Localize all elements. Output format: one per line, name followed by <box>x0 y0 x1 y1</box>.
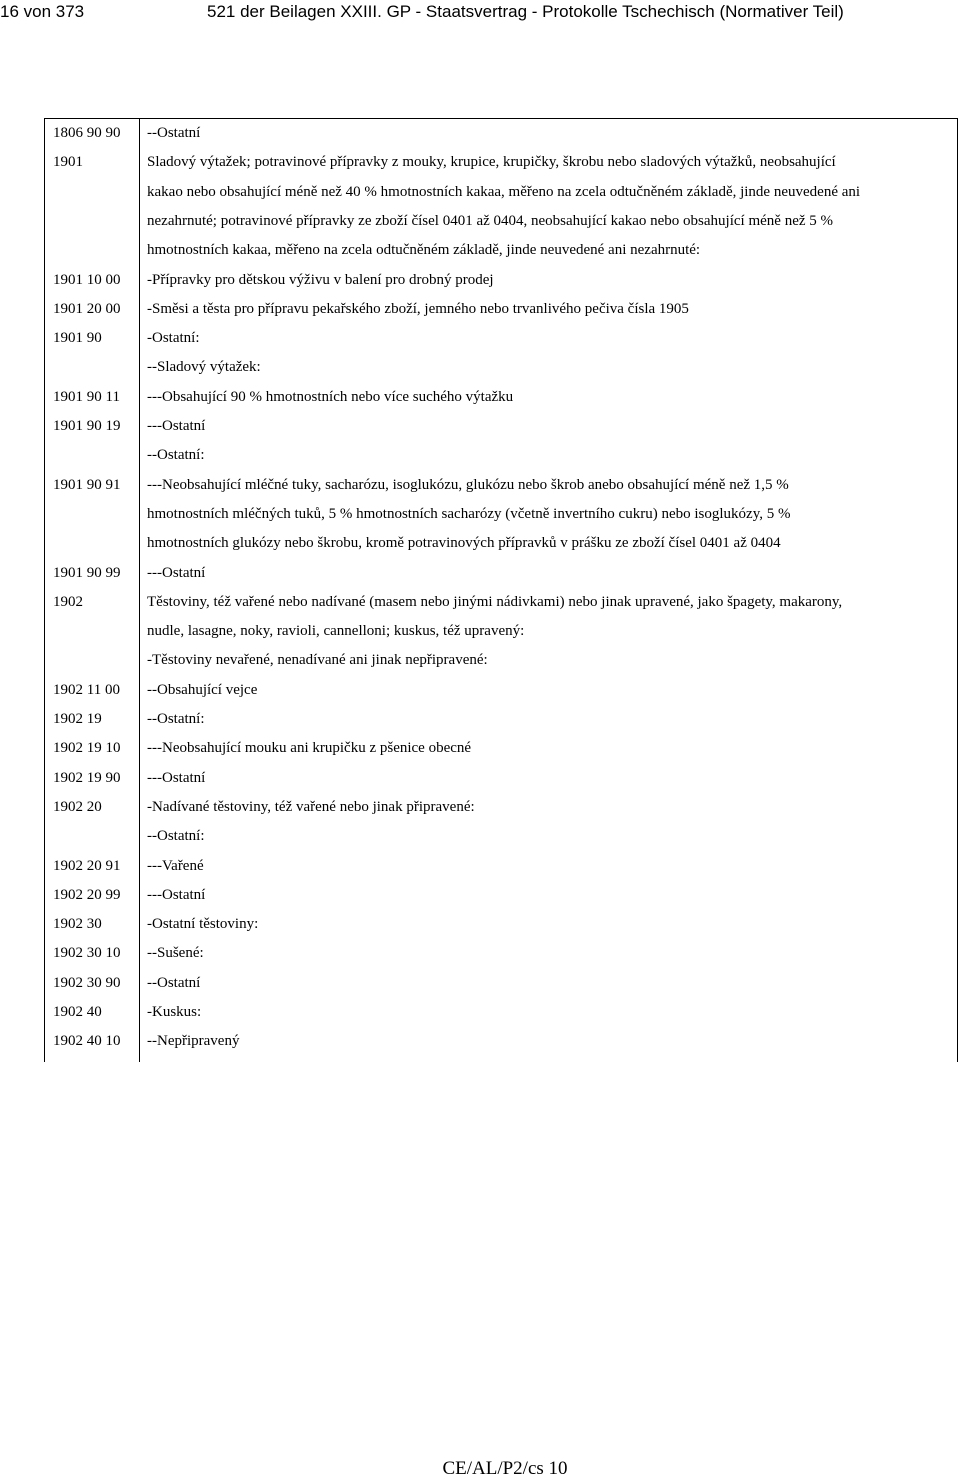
description-line: -Ostatní: <box>147 330 200 347</box>
description-line: --Ostatní: <box>147 711 205 727</box>
tariff-description <box>147 793 953 822</box>
tariff-code: 1902 19 10 <box>53 740 121 757</box>
description-line: -Kuskus: <box>147 1004 202 1020</box>
tariff-code: 1902 20 91 <box>53 857 121 874</box>
tariff-code: 1902 20 <box>53 798 102 815</box>
tariff-code: 1902 30 10 <box>53 945 121 962</box>
column-divider <box>139 119 140 1062</box>
tariff-description <box>147 764 953 793</box>
tariff-code: 1901 90 19 <box>53 418 121 434</box>
tariff-code: 1902 30 <box>53 916 102 933</box>
description-line: --Sušené: <box>147 945 204 962</box>
document-reference: CE/AL/P2/cs 10 <box>442 1458 568 1479</box>
document-title: 521 der Beilagen XXIII. GP - Staatsvertrag - Protokolle Tschechisch (Normativer Teil) <box>207 2 844 21</box>
tariff-code: 1901 <box>53 154 83 171</box>
tariff-description <box>147 969 953 998</box>
tariff-code: 1901 90 <box>53 330 102 347</box>
description-line: --Sladový výtažek: <box>147 359 261 376</box>
tariff-description <box>147 353 953 382</box>
tariff-code: 1806 90 90 <box>53 125 121 141</box>
tariff-description <box>147 852 953 881</box>
page-number: 16 von 373 <box>0 2 85 21</box>
tariff-code: 1902 19 90 <box>53 769 121 786</box>
tariff-description <box>147 119 953 148</box>
tariff-code: 1901 90 91 <box>53 476 121 493</box>
tariff-code: 1902 11 00 <box>53 681 120 698</box>
tariff-description <box>147 676 953 705</box>
description-line: kakao nebo obsahující méně než 40 % hmotnostních kakaa, měřeno na zcela odtučněném základě, jinde neuvedené ani <box>147 183 861 200</box>
description-line: hmotnostních mléčných tuků, 5 % hmotnostních sacharózy (včetně invertního cukru) nebo isoglukózy, 5 % <box>147 505 791 522</box>
tariff-description <box>147 324 953 353</box>
description-line: --Ostatní <box>147 125 201 141</box>
description-line: --Ostatní: <box>147 828 205 845</box>
tariff-description <box>147 881 953 910</box>
description-line: --Nepřipravený <box>147 1033 240 1050</box>
description-line: --Ostatní: <box>147 447 205 464</box>
description-line: Sladový výtažek; potravinové přípravky z mouky, krupice, krupičky, škrobu nebo sladových výtažků, neobsahující <box>147 154 836 171</box>
description-line: --Obsahující vejce <box>147 681 258 698</box>
tariff-code: 1901 20 00 <box>53 300 121 317</box>
tariff-description <box>147 412 953 441</box>
tariff-description <box>147 646 953 675</box>
tariff-description <box>147 588 953 647</box>
description-line: ---Ostatní <box>147 418 206 434</box>
tariff-code: 1902 30 90 <box>53 974 121 991</box>
tariff-code: 1902 40 <box>53 1004 102 1020</box>
tariff-code: 1902 <box>53 593 83 610</box>
tariff-description <box>147 1027 953 1056</box>
tariff-code: 1901 90 11 <box>53 388 120 405</box>
tariff-description <box>147 998 953 1027</box>
description-line: nezahrnuté; potravinové přípravky ze zboží čísel 0401 až 0404, neobsahující kakao nebo obsahující méně než 5 % <box>147 212 834 229</box>
tariff-description <box>147 266 953 295</box>
tariff-description <box>147 471 953 559</box>
description-line: ---Ostatní <box>147 564 206 581</box>
tariff-code: 1901 90 99 <box>53 564 121 581</box>
description-line: -Nadívané těstoviny, též vařené nebo jinak připravené: <box>147 798 475 815</box>
description-line: ---Neobsahující mouku ani krupičku z pšenice obecné <box>147 740 472 757</box>
tariff-description <box>147 822 953 851</box>
tariff-description <box>147 559 953 588</box>
tariff-code: 1902 40 10 <box>53 1033 121 1050</box>
tariff-code: 1902 19 <box>53 711 102 727</box>
description-line: --Ostatní <box>147 974 201 991</box>
page-header <box>0 2 960 26</box>
description-line: -Přípravky pro dětskou výživu v balení pro drobný prodej <box>147 271 494 288</box>
description-line: ---Vařené <box>147 857 204 874</box>
tariff-code: 1901 10 00 <box>53 271 121 288</box>
description-line: ---Neobsahující mléčné tuky, sacharózu, isoglukózu, glukózu nebo škrob anebo obsahující méně než 1,5 % <box>147 476 789 493</box>
tariff-description <box>147 939 953 968</box>
description-line: nudle, lasagne, noky, ravioli, cannelloni; kuskus, též upravený: <box>147 623 525 640</box>
tariff-description <box>147 910 953 939</box>
description-line: ---Ostatní <box>147 886 206 903</box>
description-line: Těstoviny, též vařené nebo nadívané (masem nebo jinými nádivkami) nebo jinak upravené, jako špagety, makarony, <box>147 593 843 610</box>
tariff-description <box>147 383 953 412</box>
description-line: ---Obsahující 90 % hmotnostních nebo více suchého výtažku <box>147 388 514 405</box>
tariff-description <box>147 148 953 265</box>
tariff-description <box>147 295 953 324</box>
description-line: ---Ostatní <box>147 769 206 786</box>
description-line: -Ostatní těstoviny: <box>147 916 259 933</box>
tariff-table <box>44 118 958 1062</box>
tariff-description <box>147 441 953 470</box>
tariff-code: 1902 20 99 <box>53 886 121 903</box>
description-line: -Těstoviny nevařené, nenadívané ani jinak nepřipravené: <box>147 652 488 669</box>
description-line: hmotnostních kakaa, měřeno na zcela odtučněném základě, jinde neuvedené ani nezahrnuté: <box>147 242 701 259</box>
tariff-description <box>147 734 953 763</box>
description-line: hmotnostních glukózy nebo škrobu, kromě potravinových přípravků v prášku ze zboží čísel 0401 až 0404 <box>147 535 781 552</box>
description-line: -Směsi a těsta pro přípravu pekařského zboží, jemného nebo trvanlivého pečiva čísla 1905 <box>147 300 689 317</box>
page-footer <box>0 1458 960 1480</box>
tariff-description <box>147 705 953 734</box>
